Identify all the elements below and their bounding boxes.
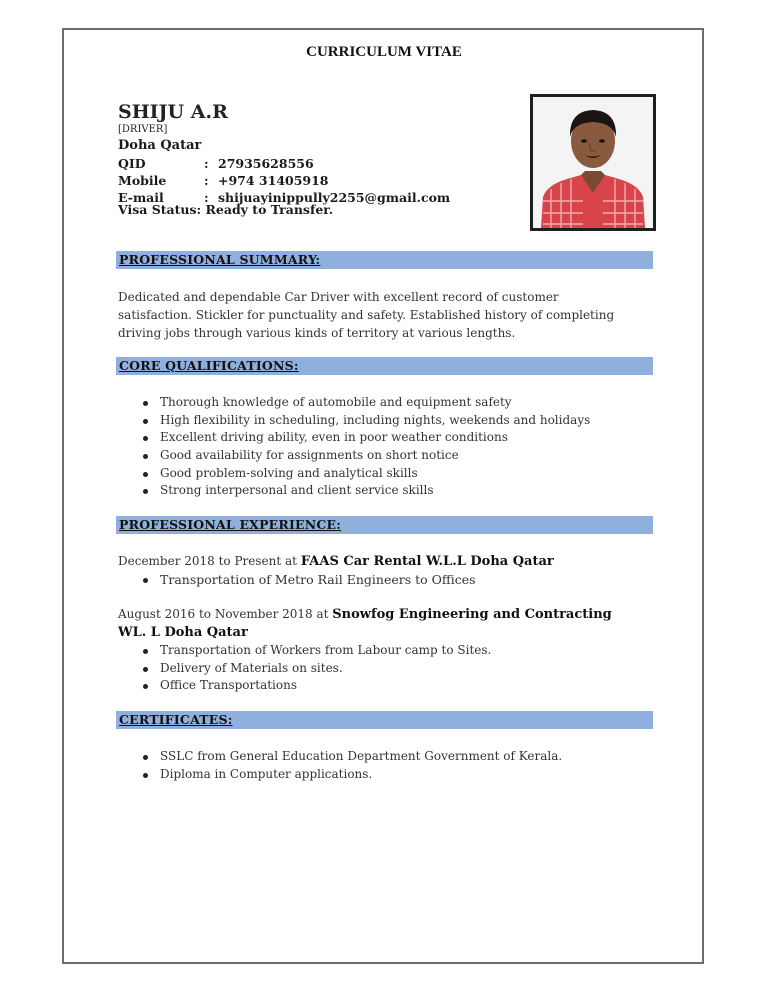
document-title: CURRICULUM VITAE: [306, 44, 462, 60]
summary-heading: PROFESSIONAL SUMMARY:: [116, 251, 653, 269]
job-employer-continued: WL. L Doha Qatar: [118, 625, 248, 640]
candidate-name: SHIJU A.R: [118, 101, 228, 123]
list-item: Good problem-solving and analytical skills: [118, 465, 658, 483]
job-duties: [118, 571, 658, 589]
contact-label: E-mail: [118, 190, 164, 205]
list-item: Thorough knowledge of automobile and equipment safety: [118, 394, 658, 412]
job-header: [118, 554, 554, 569]
list-item: Diploma in Computer applications.: [118, 766, 658, 784]
bullet-icon: [143, 667, 148, 672]
mobile-value: +974 31405918: [218, 173, 329, 188]
summary-line: satisfaction. Stickler for punctuality and safety. Established history of completing: [118, 308, 615, 322]
certificates-heading: CERTIFICATES:: [116, 711, 653, 729]
job-employer: Snowfog Engineering and Contracting: [332, 607, 612, 622]
bullet-icon: [143, 773, 148, 778]
list-item: Strong interpersonal and client service skills: [118, 482, 658, 500]
bullet-icon: [143, 684, 148, 689]
job-period: December 2018 to Present at: [118, 554, 297, 568]
job-duties: [118, 642, 658, 695]
list-item: Excellent driving ability, even in poor weather conditions: [118, 429, 658, 447]
contact-details: [118, 155, 450, 206]
bullet-icon: [143, 489, 148, 494]
job-employer: FAAS Car Rental W.L.L Doha Qatar: [300, 554, 554, 569]
contact-row-qid: QID : 27935628556: [118, 156, 314, 171]
visa-value: Ready to Transfer.: [205, 202, 334, 217]
summary-line: driving jobs through various kinds of territory at various lengths.: [118, 326, 516, 340]
qualifications-heading: CORE QUALIFICATIONS:: [116, 357, 653, 375]
bullet-icon: [143, 436, 148, 441]
bullet-icon: [143, 419, 148, 424]
contact-label: QID: [118, 156, 146, 171]
bullet-icon: [143, 401, 148, 406]
certificates-list: [118, 748, 658, 783]
qid-value: 27935628556: [218, 156, 314, 171]
list-item: Good availability for assignments on short notice: [118, 447, 658, 465]
visa-status: [118, 202, 333, 217]
list-item: Delivery of Materials on sites.: [118, 660, 658, 678]
experience-heading: PROFESSIONAL EXPERIENCE:: [116, 516, 653, 534]
bullet-icon: [143, 578, 148, 583]
email-value: shijuayinippully2255@gmail.com: [218, 190, 451, 205]
list-item: SSLC from General Education Department Government of Kerala.: [118, 748, 658, 766]
bullet-icon: [143, 649, 148, 654]
qualifications-list: [118, 394, 658, 500]
summary-text: [118, 288, 658, 342]
candidate-location: Doha Qatar: [118, 138, 202, 153]
summary-line: Dedicated and dependable Car Driver with excellent record of customer: [118, 290, 559, 304]
contact-row-email: E-mail : shijuayinippully2255@gmail.com: [118, 190, 451, 205]
list-item: Transportation of Metro Rail Engineers to Offices: [118, 571, 658, 589]
bullet-icon: [143, 755, 148, 760]
list-item: High flexibility in scheduling, including nights, weekends and holidays: [118, 412, 658, 430]
list-item: Office Transportations: [118, 677, 658, 695]
job-header: [118, 607, 612, 622]
candidate-role: [DRIVER]: [118, 124, 168, 135]
contact-row-mobile: Mobile : +974 31405918: [118, 173, 329, 188]
bullet-icon: [143, 454, 148, 459]
visa-label: Visa Status:: [118, 202, 202, 217]
contact-label: Mobile: [118, 173, 167, 188]
list-item: Transportation of Workers from Labour camp to Sites.: [118, 642, 658, 660]
bullet-icon: [143, 472, 148, 477]
profile-photo: [530, 94, 656, 231]
job-period: August 2016 to November 2018 at: [118, 607, 329, 621]
